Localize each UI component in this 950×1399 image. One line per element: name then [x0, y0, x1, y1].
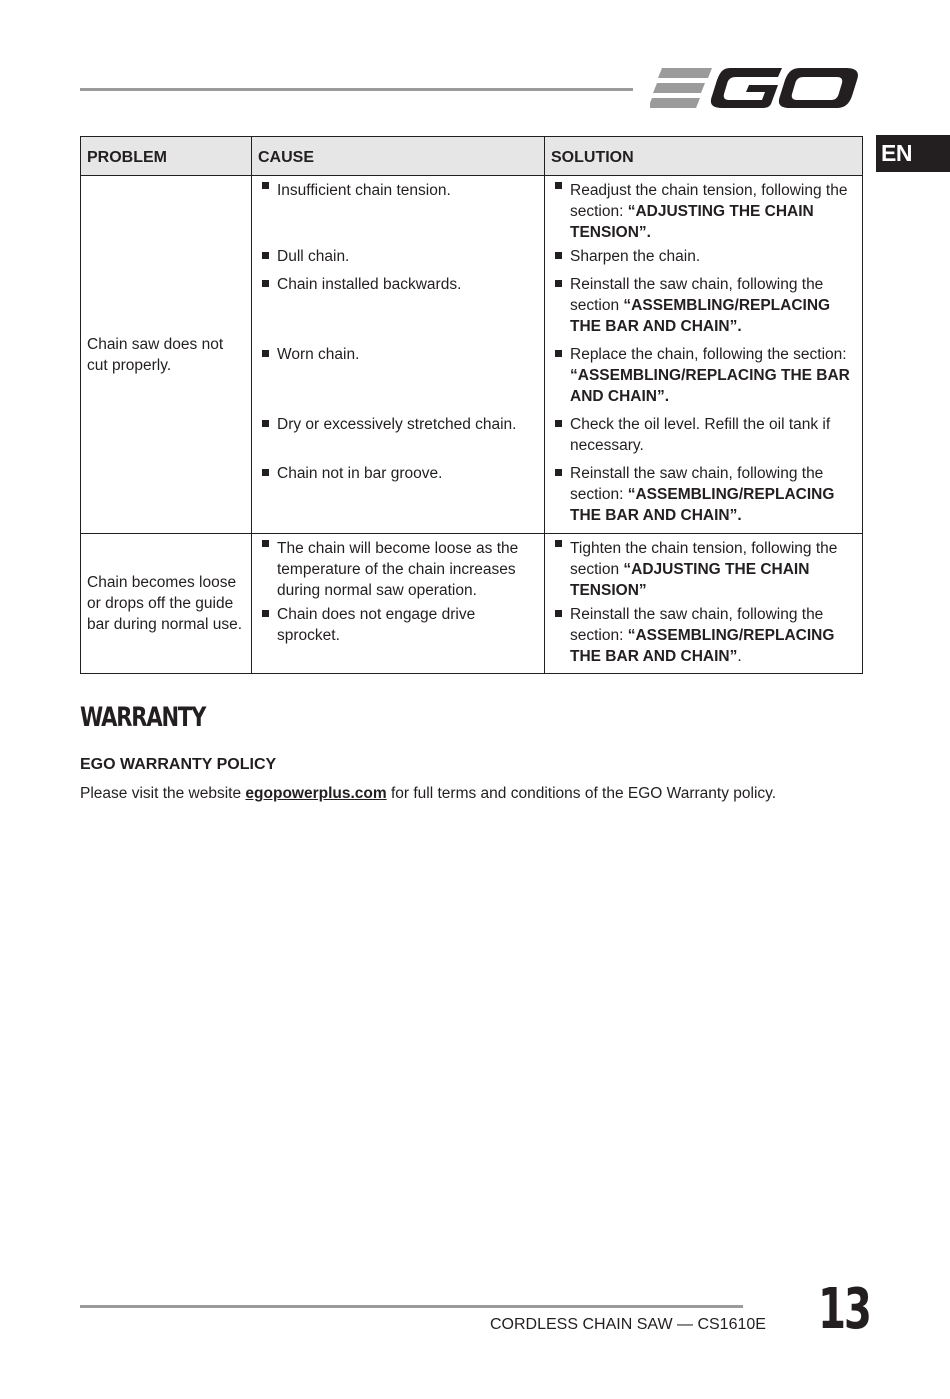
bullet-icon — [262, 350, 269, 357]
cause-cell — [252, 534, 545, 674]
bullet-icon — [262, 252, 269, 259]
cause-item: The chain will become loose as the temperature of the chain increases during normal saw operation. — [252, 534, 544, 604]
bullet-icon — [555, 350, 562, 357]
problem-cell: Chain saw does not cut properly. — [81, 176, 252, 534]
column-header-problem: PROBLEM — [81, 137, 252, 176]
bullet-icon — [555, 182, 562, 189]
ego-logo — [650, 64, 862, 112]
cause-item: Dry or excessively stretched chain. — [252, 414, 544, 463]
bullet-icon — [555, 540, 562, 547]
troubleshooting-table — [80, 136, 863, 674]
solution-item: Tighten the chain tension, following the section “ADJUSTING THE CHAIN TENSION” — [545, 534, 862, 604]
table-row — [81, 534, 863, 674]
warranty-heading: WARRANTY — [80, 702, 206, 733]
column-header-cause: CAUSE — [252, 137, 545, 176]
bullet-icon — [262, 420, 269, 427]
page-number: 13 — [818, 1277, 870, 1342]
solution-cell — [545, 176, 863, 534]
cause-item: Worn chain. — [252, 344, 544, 414]
warranty-paragraph: Please visit the website egopowerplus.com for full terms and conditions of the EGO Warranty policy. — [80, 785, 777, 802]
column-header-solution: SOLUTION — [545, 137, 863, 176]
bullet-icon — [555, 610, 562, 617]
cause-item: Chain does not engage drive sprocket. — [252, 604, 544, 670]
bullet-icon — [262, 469, 269, 476]
footer-product-title: CORDLESS CHAIN SAW — CS1610E — [490, 1316, 766, 1333]
website-link[interactable]: egopowerplus.com — [245, 785, 387, 802]
solution-item: Readjust the chain tension, following the section: “ADJUSTING THE CHAIN TENSION”. — [545, 176, 862, 246]
warranty-policy-subheading: EGO WARRANTY POLICY — [80, 756, 277, 773]
bullet-icon — [262, 610, 269, 617]
bullet-icon — [555, 469, 562, 476]
table-header-row — [81, 137, 863, 176]
solution-item: Sharpen the chain. — [545, 246, 862, 274]
cause-item: Dull chain. — [252, 246, 544, 274]
footer-rule — [80, 1305, 743, 1308]
bullet-icon — [555, 420, 562, 427]
bullet-icon — [262, 540, 269, 547]
solution-cell — [545, 534, 863, 674]
bullet-icon — [555, 252, 562, 259]
solution-item: Reinstall the saw chain, following the section “ASSEMBLING/REPLACING THE BAR AND CHAIN”. — [545, 274, 862, 344]
solution-item: Reinstall the saw chain, following the section: “ASSEMBLING/REPLACING THE BAR AND CHAIN”. — [545, 604, 862, 670]
cause-item: Insufficient chain tension. — [252, 176, 544, 246]
solution-item: Reinstall the saw chain, following the section: “ASSEMBLING/REPLACING THE BAR AND CHAIN”. — [545, 463, 862, 529]
solution-item: Replace the chain, following the section: “ASSEMBLING/REPLACING THE BAR AND CHAIN”. — [545, 344, 862, 414]
bullet-icon — [555, 280, 562, 287]
bullet-icon — [262, 182, 269, 189]
cause-item: Chain not in bar groove. — [252, 463, 544, 529]
problem-cell: Chain becomes loose or drops off the guide bar during normal use. — [81, 534, 252, 674]
cause-item: Chain installed backwards. — [252, 274, 544, 344]
header-rule — [80, 88, 633, 91]
solution-item: Check the oil level. Refill the oil tank if necessary. — [545, 414, 862, 463]
table-row — [81, 176, 863, 534]
language-tab: EN — [876, 135, 950, 172]
cause-cell — [252, 176, 545, 534]
bullet-icon — [262, 280, 269, 287]
